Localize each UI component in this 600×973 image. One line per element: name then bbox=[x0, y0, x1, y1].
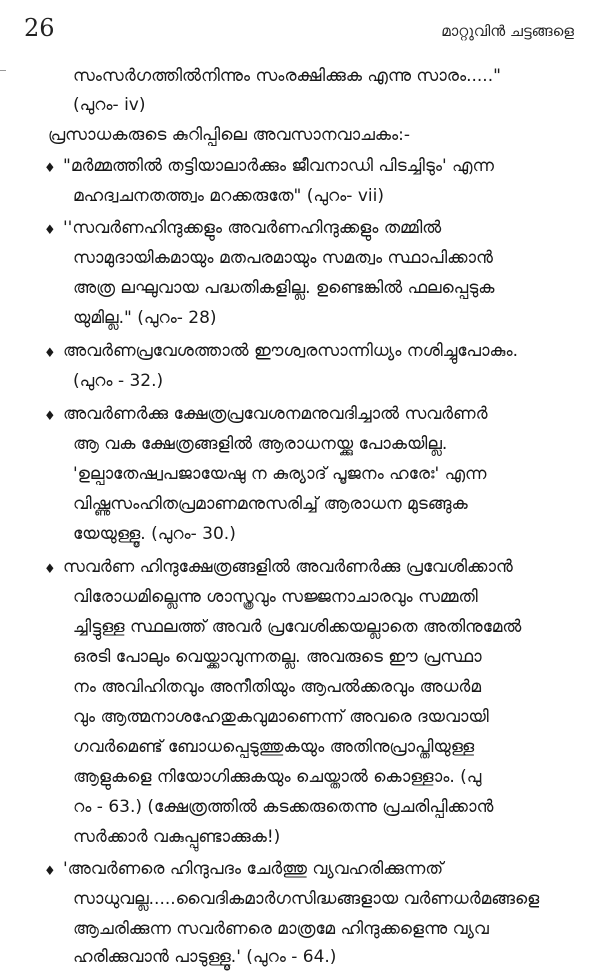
edge-mark bbox=[0, 70, 6, 71]
bullet-line: സാധുവല്ല.....വൈദികമാർഗസിദ്ധങ്ങളായ വർണധർമങ്ങളെ bbox=[73, 889, 540, 909]
bullet-line: ഹരിക്കുവാൻ പാടുള്ളൂ.' (പുറം - 64.) bbox=[73, 947, 337, 967]
bullet-line: അവർണപ്രവേശത്താൽ ഈശ്വരസാന്നിധ്യം നശിച്ചുപോകും. bbox=[63, 341, 518, 361]
bullet-line: സർക്കാർ വകുപ്പുണ്ടാക്കുക!) bbox=[73, 827, 281, 847]
bullet-line: വിഷ്ണുസംഹിതപ്രമാണമനുസരിച്ച് ആരാധന മുടങ്ങുക bbox=[73, 494, 468, 514]
bullet-line: വിരോധമില്ലെന്നു ശാസ്ത്രവും സജ്ജനാചാരവും സമ്മതി bbox=[73, 587, 478, 607]
page-number: 26 bbox=[24, 14, 55, 42]
bullet-line: അത്ര ലഘുവായ പദ്ധതികളില്ല. ഉണ്ടെങ്കിൽ ഫലപ്പെടുക bbox=[73, 278, 495, 298]
bullet-line: യേയുള്ളൂ. (പുറം- 30.) bbox=[73, 524, 236, 544]
bullet-line: ആ വക ക്ഷേത്രങ്ങളിൽ ആരാധനയ്ക്കു പോകയില്ല. bbox=[73, 434, 448, 454]
bullet-line: സാമുദായികമായും മതപരമായും സമത്വം സ്ഥാപിക്കാൻ bbox=[73, 248, 493, 268]
running-head: മാറ്റുവിൻ ചട്ടങ്ങളെ bbox=[441, 22, 574, 40]
bullet-line: അവർണർക്കു ക്ഷേത്രപ്രവേശനമനുവദിച്ചാൽ സവർണർ bbox=[63, 404, 488, 424]
bullet-line: മഹദ്വചനതത്ത്വം മറക്കരുതേ" (പുറം- vii) bbox=[73, 186, 384, 206]
bullet-line: (പുറം - 32.) bbox=[73, 371, 164, 391]
bullet-line: റം - 63.) (ക്ഷേത്രത്തിൽ കടക്കരുതെന്നു പ്രചരിപ്പിക്കാൻ bbox=[73, 797, 494, 817]
bullet-marker: ♦ bbox=[44, 864, 56, 879]
bullet-line: നം അവിഹിതവും അനീതിയും ആപൽക്കരവും അധർമ bbox=[73, 677, 481, 697]
bullet-marker: ♦ bbox=[44, 223, 56, 238]
bullet-marker: ♦ bbox=[44, 346, 56, 361]
bullet-line: ''സവർണഹിന്ദുക്കളും അവർണഹിന്ദുക്കളും തമ്മിൽ bbox=[63, 218, 442, 238]
bullet-marker: ♦ bbox=[44, 409, 56, 424]
bullet-line: 'ഉല്പാതേഷ്വപജായേഷു ന കുര്യാദ് പൂജനം ഹരേഃ' എന്ന bbox=[73, 464, 487, 484]
bullet-line: ച്ചിട്ടുള്ള സ്ഥലത്ത് അവർ പ്രവേശിക്കയല്ലാതെ അതിനുമേൽ bbox=[73, 617, 522, 637]
intro-line: (പുറം- iv) bbox=[73, 95, 146, 115]
bullet-line: ഗവർമെണ്ട് ബോധപ്പെടുത്തുകയും അതിനുപ്രാപ്തിയുള്ള bbox=[73, 737, 475, 757]
bullet-line: സവർണ ഹിന്ദുക്ഷേത്രങ്ങളിൽ അവർണർക്കു പ്രവേശിക്കാൻ bbox=[63, 557, 513, 577]
intro-heading: പ്രസാധകരുടെ കുറിപ്പിലെ അവസാനവാചകം:- bbox=[48, 125, 410, 145]
bullet-line: ആളുകളെ നിയോഗിക്കുകയും ചെയ്താൽ കൊള്ളാം. (പു bbox=[73, 767, 482, 787]
bullet-marker: ♦ bbox=[44, 562, 56, 577]
intro-line: സംസർഗത്തിൽനിന്നും സംരക്ഷിക്കുക എന്നു സാരം....." bbox=[73, 66, 501, 86]
bullet-line: 'അവർണരെ ഹിന്ദുപദം ചേർത്തു വ്യവഹരിക്കുന്നത് bbox=[63, 859, 444, 879]
bullet-line: വും ആത്മനാശഹേതുകവുമാണെന്ന് അവരെ ദയവായി bbox=[73, 707, 489, 727]
bullet-line: ഒരടി പോലും വെയ്ക്കാവുന്നതല്ല. അവരുടെ ഈ പ്രസ്ഥാ bbox=[73, 647, 482, 667]
bullet-line: ആചരിക്കുന്ന സവർണരെ മാത്രമേ ഹിന്ദുക്കളെന്നു വ്യവ bbox=[73, 919, 489, 939]
bullet-line: യുമില്ല." (പുറം- 28) bbox=[73, 308, 217, 328]
bullet-line: "മർമ്മത്തിൽ തട്ടിയാലാർക്കും ജീവനാഡി പിടച്ചിടും' എന്ന bbox=[63, 156, 494, 176]
bullet-marker: ♦ bbox=[44, 161, 56, 176]
